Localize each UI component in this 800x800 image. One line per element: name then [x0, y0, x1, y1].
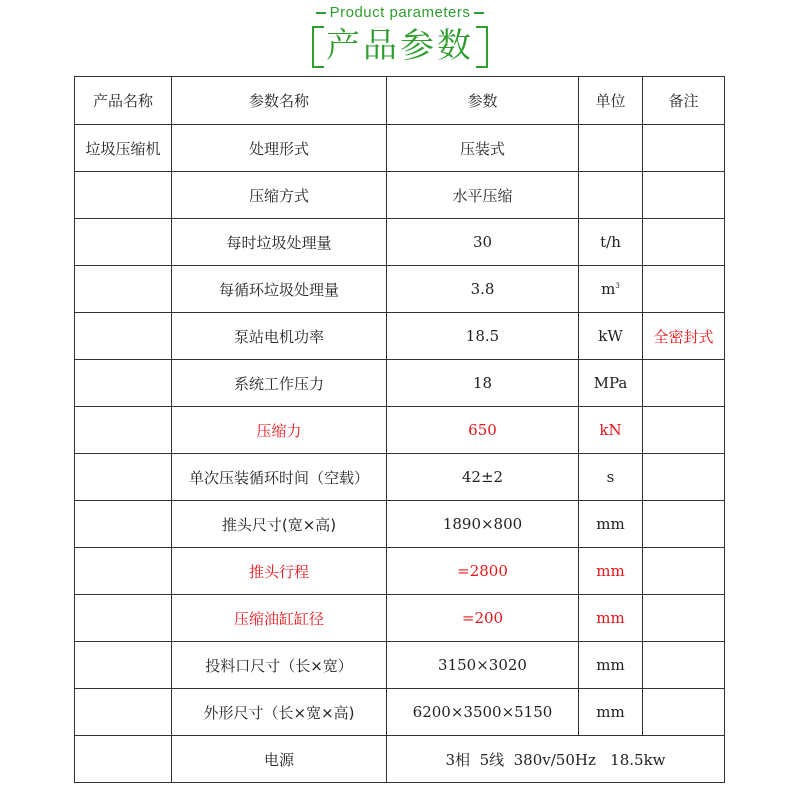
- product-name-cell: [75, 266, 172, 313]
- table-row: [75, 360, 725, 407]
- unit-cell: MPa: [579, 360, 643, 407]
- param-name-cell: 压缩力: [172, 407, 387, 454]
- subtitle-dash-left: [316, 12, 326, 14]
- param-value-cell: 1890×800: [387, 501, 579, 548]
- unit-cell: [579, 125, 643, 172]
- table-row: [75, 313, 725, 360]
- unit-cell: t/h: [579, 219, 643, 266]
- note-cell: [643, 548, 725, 595]
- note-cell: [643, 407, 725, 454]
- param-value-cell: 水平压缩: [387, 172, 579, 219]
- note-cell: [643, 125, 725, 172]
- param-value-cell: 30: [387, 219, 579, 266]
- param-value-cell: 18.5: [387, 313, 579, 360]
- section-subtitle: [0, 4, 800, 21]
- product-name-cell: [75, 595, 172, 642]
- table-row: [75, 125, 725, 172]
- table-row: [75, 219, 725, 266]
- power-row: [75, 736, 725, 783]
- page-title: [0, 22, 800, 70]
- product-name-cell: [75, 689, 172, 736]
- table-row: [75, 689, 725, 736]
- param-value-cell: 压装式: [387, 125, 579, 172]
- unit-cell: mm: [579, 642, 643, 689]
- table-row: [75, 548, 725, 595]
- note-cell: [643, 266, 725, 313]
- unit-cell: mm: [579, 501, 643, 548]
- param-name-cell: 每时垃圾处理量: [172, 219, 387, 266]
- title-frame: [312, 22, 488, 70]
- product-name-cell: [75, 454, 172, 501]
- product-name-cell: [75, 407, 172, 454]
- note-cell: [643, 689, 725, 736]
- param-name-cell: 压缩方式: [172, 172, 387, 219]
- product-name-cell: [75, 172, 172, 219]
- param-value-cell: 3150×3020: [387, 642, 579, 689]
- note-cell: [643, 360, 725, 407]
- param-name-cell: 单次压装循环时间（空载）: [172, 454, 387, 501]
- product-name-cell: [75, 736, 172, 783]
- table-row: [75, 501, 725, 548]
- product-name-cell: [75, 642, 172, 689]
- note-cell: [643, 454, 725, 501]
- product-name-cell: [75, 360, 172, 407]
- param-name-cell: 泵站电机功率: [172, 313, 387, 360]
- param-value-cell: 650: [387, 407, 579, 454]
- param-name-cell: 处理形式: [172, 125, 387, 172]
- unit-cell: mm: [579, 689, 643, 736]
- unit-cell: [579, 172, 643, 219]
- param-name-cell: 系统工作压力: [172, 360, 387, 407]
- param-value-cell: 42±2: [387, 454, 579, 501]
- param-name-cell: 外形尺寸（长×宽×高): [172, 689, 387, 736]
- product-name-cell: [75, 313, 172, 360]
- param-name-cell: 投料口尺寸（长×宽）: [172, 642, 387, 689]
- header-note: 备注: [643, 77, 725, 125]
- note-cell: [643, 219, 725, 266]
- table-row: [75, 172, 725, 219]
- power-label-cell: 电源: [172, 736, 387, 783]
- header-param-value: 参数: [387, 77, 579, 125]
- unit-cell: kN: [579, 407, 643, 454]
- header-unit: 单位: [579, 77, 643, 125]
- table-row: [75, 595, 725, 642]
- title-text: 产品参数: [326, 26, 474, 66]
- unit-cell: [579, 266, 643, 313]
- unit-cell: mm: [579, 595, 643, 642]
- note-cell: 全密封式: [643, 313, 725, 360]
- table-header-row: [75, 77, 725, 125]
- subtitle-dash-right: [474, 12, 484, 14]
- header-param-name: 参数名称: [172, 77, 387, 125]
- param-value-cell: 6200×3500×5150: [387, 689, 579, 736]
- power-value-cell: 3相 5线 380v/50Hz 18.5kw: [387, 736, 725, 783]
- unit-cell: mm: [579, 548, 643, 595]
- subtitle-text: Product parameters: [329, 4, 471, 21]
- param-name-cell: 推头行程: [172, 548, 387, 595]
- param-name-cell: 推头尺寸(宽×高): [172, 501, 387, 548]
- product-name-cell: [75, 219, 172, 266]
- note-cell: [643, 172, 725, 219]
- unit-cell: s: [579, 454, 643, 501]
- param-value-cell: =2800: [387, 548, 579, 595]
- unit-cell: kW: [579, 313, 643, 360]
- product-name-cell: 垃圾压缩机: [75, 125, 172, 172]
- param-value-cell: 18: [387, 360, 579, 407]
- header-product-name: 产品名称: [75, 77, 172, 125]
- param-name-cell: 每循环垃圾处理量: [172, 266, 387, 313]
- table-row: [75, 407, 725, 454]
- param-name-cell: 压缩油缸缸径: [172, 595, 387, 642]
- table-row: [75, 642, 725, 689]
- table-row: [75, 266, 725, 313]
- note-cell: [643, 595, 725, 642]
- unit-base: m: [601, 280, 616, 298]
- param-value-cell: =200: [387, 595, 579, 642]
- table-row: [75, 454, 725, 501]
- product-name-cell: [75, 501, 172, 548]
- parameters-table: [74, 76, 725, 783]
- note-cell: [643, 642, 725, 689]
- param-value-cell: 3.8: [387, 266, 579, 313]
- note-cell: [643, 501, 725, 548]
- product-name-cell: [75, 548, 172, 595]
- unit-superscript: 3: [615, 282, 620, 290]
